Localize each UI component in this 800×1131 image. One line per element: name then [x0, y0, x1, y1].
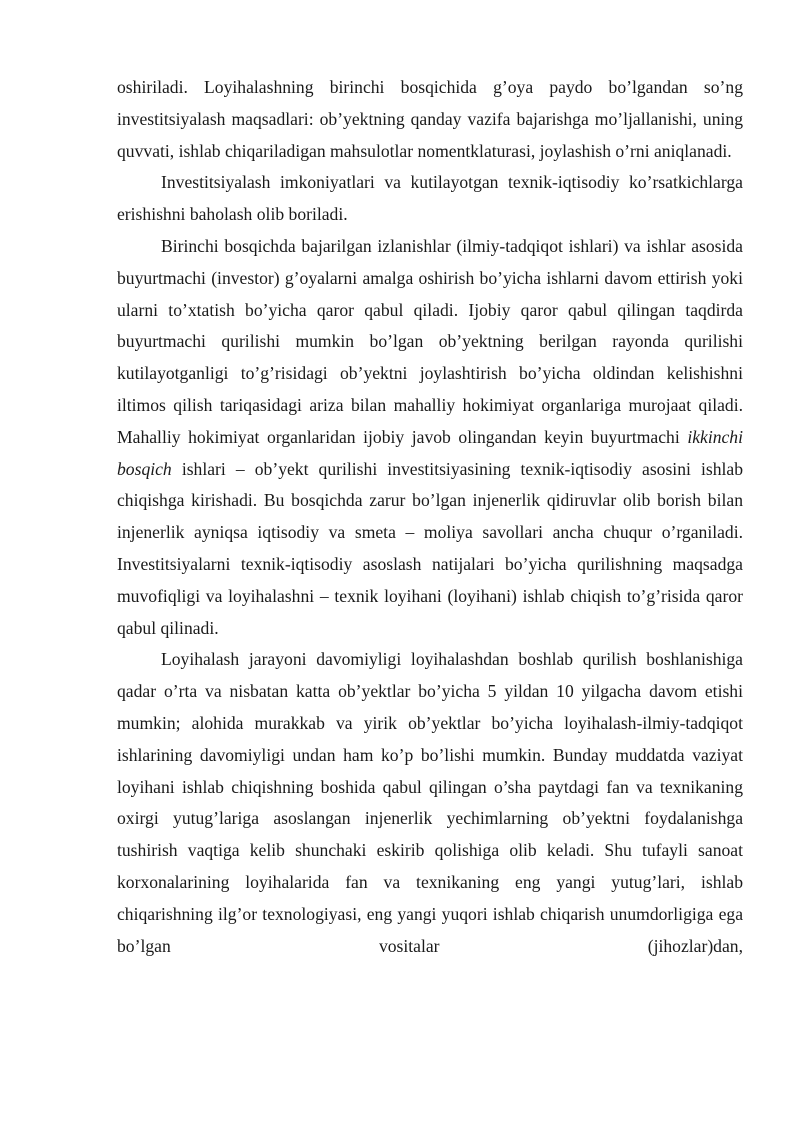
paragraph-first-stage: [117, 231, 743, 644]
body-text: [117, 72, 743, 962]
paragraph-text-before: Birinchi bosqichda bajarilgan izlanishlar (ilmiy-tadqiqot ishlari) va ishlar asosida buyurtmachi (investor) g’oyalarni amalga oshirish bo’yicha ishlarni davom ettirish yoki ularni to’xtatish bo’yicha qaror qabul qiladi. Ijobiy qaror qabul qilingan taqdirda buyurtmachi qurilishi mumkin bo’lgan ob’yektning berilgan rayonda qurilishi kutilayotganligi to’g’risidagi ob’yektni joylashtirish bo’yicha oldindan kelishishni iltimos qilish tariqasidagi ariza bilan mahalliy hokimiyat organlariga murojaat qiladi. Mahalliy hokimiyat organlaridan ijobiy javob olingandan keyin buyurtmachi: [117, 235, 743, 447]
paragraph-text-after: ishlari – ob’yekt qurilishi investitsiyasining texnik-iqtisodiy asosini ishlab chiqishga kirishadi. Bu bosqichda zarur bo’lgan injenerlik qidiruvlar olib borish bilan injenerlik ayniqsa iqtisodiy va smeta – moliya savollari ancha chuqur o’rganiladi. Investitsiyalarni texnik-iqtisodiy asoslash natijalari bo’yicha qurilishning maqsadga muvofiqligi va loyihalashni – texnik loyihani (loyihani) ishlab chiqish to’g’risida qaror qabul qilinadi.: [117, 458, 743, 638]
paragraph-continuation: oshiriladi. Loyihalashning birinchi bosqichida g’oya paydo bo’lgandan so’ng investitsiyalash maqsadlari: ob’yektning qanday vazifa bajarishga mo’ljallanishi, uning quvvati, ishlab chiqariladigan mahsulotlar nomentklaturasi, joylashish o’rni aniqlanadi.: [117, 77, 743, 161]
paragraph-investment-assessment: Investitsiyalash imkoniyatlari va kutilayotgan texnik-iqtisodiy ko’rsatkichlarga erishishni baholash olib boriladi.: [117, 172, 743, 225]
paragraph-design-duration: Loyihalash jarayoni davomiyligi loyihalashdan boshlab qurilish boshlanishiga qadar o’rta va nisbatan katta ob’yektlar bo’yicha 5 yildan 10 yilgacha davom etishi mumkin; alohida murakkab va yirik ob’yektlar bo’yicha loyihalash-ilmiy-tadqiqot ishlarining davomiyligi undan ham ko’p bo’lishi mumkin. Bunday muddatda vaziyat loyihani ishlab chiqishning boshida qabul qilingan o’sha paytdagi fan va texnikaning oxirgi yutug’lariga asoslangan injenerlik yechimlarning ob’yektni foydalanishga tushirish vaqtiga kelib shunchaki eskirib qolishiga olib keladi. Shu tufayli sanoat korxonalarining loyihalarida fan va texnikaning eng yangi yutug’lari, ishlab chiqarishning ilg’or texnologiyasi, eng yangi yuqori ishlab chiqarish unumdorligiga ega bo’lgan vositalar (jihozlar)dan,: [117, 649, 743, 956]
emphasis-second-stage: ikkinchi bosqich: [117, 426, 743, 479]
